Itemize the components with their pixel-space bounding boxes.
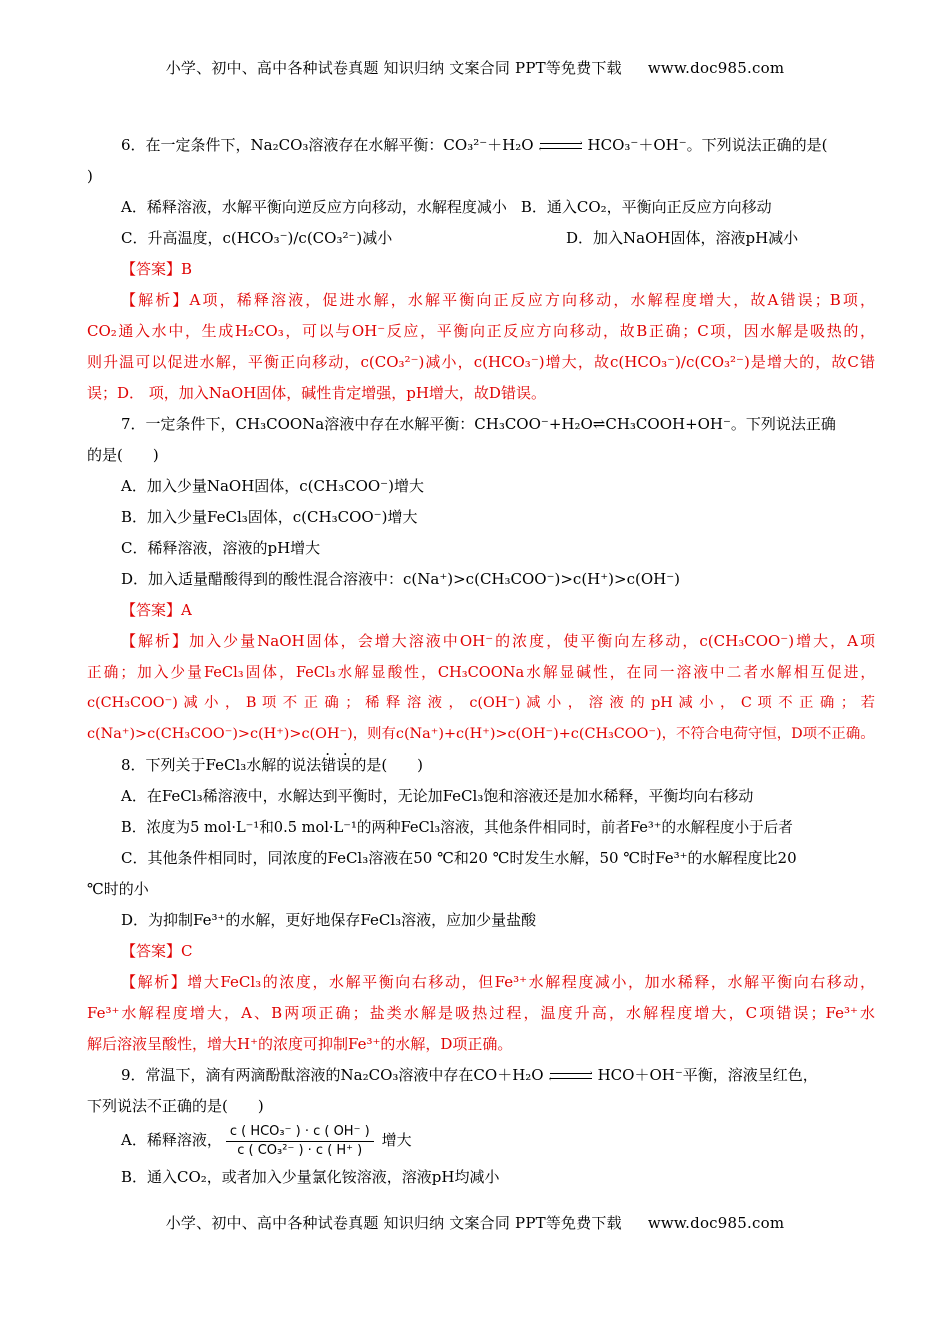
q8-analysis-line-1 [87,967,875,998]
q6-answer-value: B [181,260,193,278]
answer-label: 【答案】 [121,601,182,619]
q7-option-a: A．加入少量NaOH固体，c(CH₃COO⁻)增大 [121,477,424,495]
q8-answer-value: C [181,942,193,960]
fraction-numerator: c ( HCO₃⁻ ) · c ( OH⁻ ) [226,1123,374,1142]
q8-option-b: B．浓度为5 mol·L⁻¹和0.5 mol·L⁻¹的两种FeCl₃溶液，其他条件相同时，前者Fe³⁺的水解程度小于后者 [121,819,793,836]
q7-analysis-text-1: 加入少量NaOH固体，会增大溶液中OH⁻的浓度，使平衡向左移动，c(CH₃COO⁻)增大，A项 [189,632,875,650]
equilibrium-arrow-icon: › ‹ [538,139,583,153]
q6-stem-part-b: HCO₃⁻＋OH⁻。下列说法正确的是( [587,136,828,154]
q9-option-b: B．通入CO₂，或者加入少量氯化铵溶液，溶液pH均减小 [121,1168,500,1186]
equilibrium-arrow-icon: › ‹ [548,1069,593,1083]
analysis-label: 【解析】 [121,973,188,991]
q7-option-c: C．稀释溶液，溶液的pH增大 [121,539,321,557]
footer-site: www.doc985.com [647,1214,785,1232]
q8-emphasis-word: 错误 · · [321,756,351,774]
q6-analysis-line-3: 则升温可以促进水解，平衡正向移动，c(CO₃²⁻)减小，c(HCO₃⁻)增大，故c(HCO₃⁻)/c(CO₃²⁻)是增大的，故C错 [87,353,875,371]
q8-option-c-line-1: C．其他条件相同时，同浓度的FeCl₃溶液在50 ℃和20 ℃时发生水解，50 ℃时Fe³⁺的水解程度比20 [121,849,797,867]
q6-analysis-line-1 [87,285,875,316]
q6-stem [87,130,875,161]
q6-options-cd [87,223,875,254]
fraction-denominator: c ( CO₃²⁻ ) · c ( H⁺ ) [237,1142,363,1158]
concentration-fraction [226,1123,374,1160]
header-site: www.doc985.com [647,59,785,77]
q6-option-c: C．升高温度，c(HCO₃⁻)/c(CO₃²⁻)减小 [121,229,393,247]
analysis-label: 【解析】 [121,632,190,650]
q9-stem-part-b: HCO＋OH⁻平衡，溶液呈红色， [597,1066,818,1084]
q7-stem-line-1: 7．一定条件下，CH₃COONa溶液中存在水解平衡：CH₃COO⁻+H₂O⇌CH₃COOH+OH⁻。下列说法正确 [121,415,836,433]
q6-option-a: A．稀释溶液，水解平衡向逆反应方向移动，水解程度减小 [121,198,507,216]
q7-answer-value: A [181,601,192,619]
q9-option-a-suffix: 增大 [381,1131,412,1149]
q7-stem-line-2: 的是( ) [87,446,159,464]
document-body [87,130,875,1193]
q8-stem-part-a: 8．下列关于FeCl₃水解的说法 [121,756,322,774]
q6-options-ab [87,192,875,223]
q8-option-a: A．在FeCl₃稀溶液中，水解达到平衡时，无论加FeCl₃饱和溶液还是加水稀释，平衡均向右移动 [121,787,754,805]
q6-analysis-text-1: A项，稀释溶液，促进水解，水解平衡向正反应方向移动，水解程度增大，故A错误；B项， [189,291,875,309]
q6-option-b: B．通入CO₂，平衡向正反应方向移动 [520,198,772,216]
q6-stem-close: ) [87,167,93,185]
q7-analysis-line-1 [87,626,875,657]
q8-option-d: D．为抑制Fe³⁺的水解，更好地保存FeCl₃溶液，应加少量盐酸 [121,911,537,929]
q9-stem-part-a: 9．常温下，滴有两滴酚酞溶液的Na₂CO₃溶液中存在CO＋H₂O [121,1066,544,1084]
analysis-label: 【解析】 [121,291,190,309]
q8-stem [87,750,875,781]
footer-text: 小学、初中、高中各种试卷真题 知识归纳 文案合同 PPT等免费下载 [165,1214,622,1232]
q9-stem-line-1 [87,1060,875,1091]
answer-label: 【答案】 [121,260,182,278]
q6-analysis-line-4: 误；D． 项，加入NaOH固体，碱性肯定增强，pH增大，故D错误。 [87,384,546,402]
q9-option-a-prefix: A．稀释溶液， [121,1131,222,1149]
q7-analysis-line-4: c(Na⁺)>c(CH₃COO⁻)>c(H⁺)>c(OH⁻)，则有c(Na⁺)+c(H⁺)>c(OH⁻)+c(CH₃COO⁻)，不符合电荷守恒，D项不正确。 [87,726,875,742]
q7-answer [87,595,875,626]
q6-answer [87,254,875,285]
header-text: 小学、初中、高中各种试卷真题 知识归纳 文案合同 PPT等免费下载 [165,59,622,77]
page-header [0,57,950,78]
q8-option-c-line-2: ℃时的小 [87,880,149,898]
q6-stem-part-a: 6．在一定条件下，Na₂CO₃溶液存在水解平衡：CO₃²⁻＋H₂O [121,136,534,154]
page-footer [0,1212,950,1233]
q6-analysis-line-2: CO₂通入水中，生成H₂CO₃，可以与OH⁻反应，平衡向正反应方向移动，故B正确；C项，因水解是吸热的， [87,322,875,340]
q6-option-d: D．加入NaOH固体，溶液pH减小 [566,229,799,247]
q7-option-d: D．加入适量醋酸得到的酸性混合溶液中：c(Na⁺)>c(CH₃COO⁻)>c(H⁺)>c(OH⁻) [121,570,680,588]
q8-stem-part-b: 的是( ) [351,756,424,774]
q7-analysis-line-2: 正确；加入少量FeCl₃固体，FeCl₃水解显酸性，CH₃COONa水解显碱性，在同一溶液中二者水解相互促进， [87,664,875,681]
q8-analysis-text-1: 增大FeCl₃的浓度，水解平衡向右移动，但Fe³⁺水解程度减小，加水稀释，水解平衡向右移动， [187,973,875,991]
q7-analysis-line-3: c(CH₃COO⁻) 减 小 ， B 项 不 正 确 ； 稀 释 溶 液 ， c(OH⁻) 减 小 ， 溶 液 的 pH 减 小 ， C 项 不 正 确 ； 若 [87,695,875,711]
answer-label: 【答案】 [121,942,182,960]
q8-answer [87,936,875,967]
q9-stem-line-2: 下列说法不正确的是( ) [87,1097,264,1115]
q8-analysis-line-3: 解后溶液呈酸性，增大H⁺的浓度可抑制Fe³⁺的水解，D项正确。 [87,1035,513,1053]
q8-analysis-line-2: Fe³⁺水解程度增大，A、B两项正确；盐类水解是吸热过程，温度升高，水解程度增大，C项错误；Fe³⁺水 [87,1004,875,1022]
q9-option-a [87,1118,875,1162]
q7-option-b: B．加入少量FeCl₃固体，c(CH₃COO⁻)增大 [121,508,418,526]
